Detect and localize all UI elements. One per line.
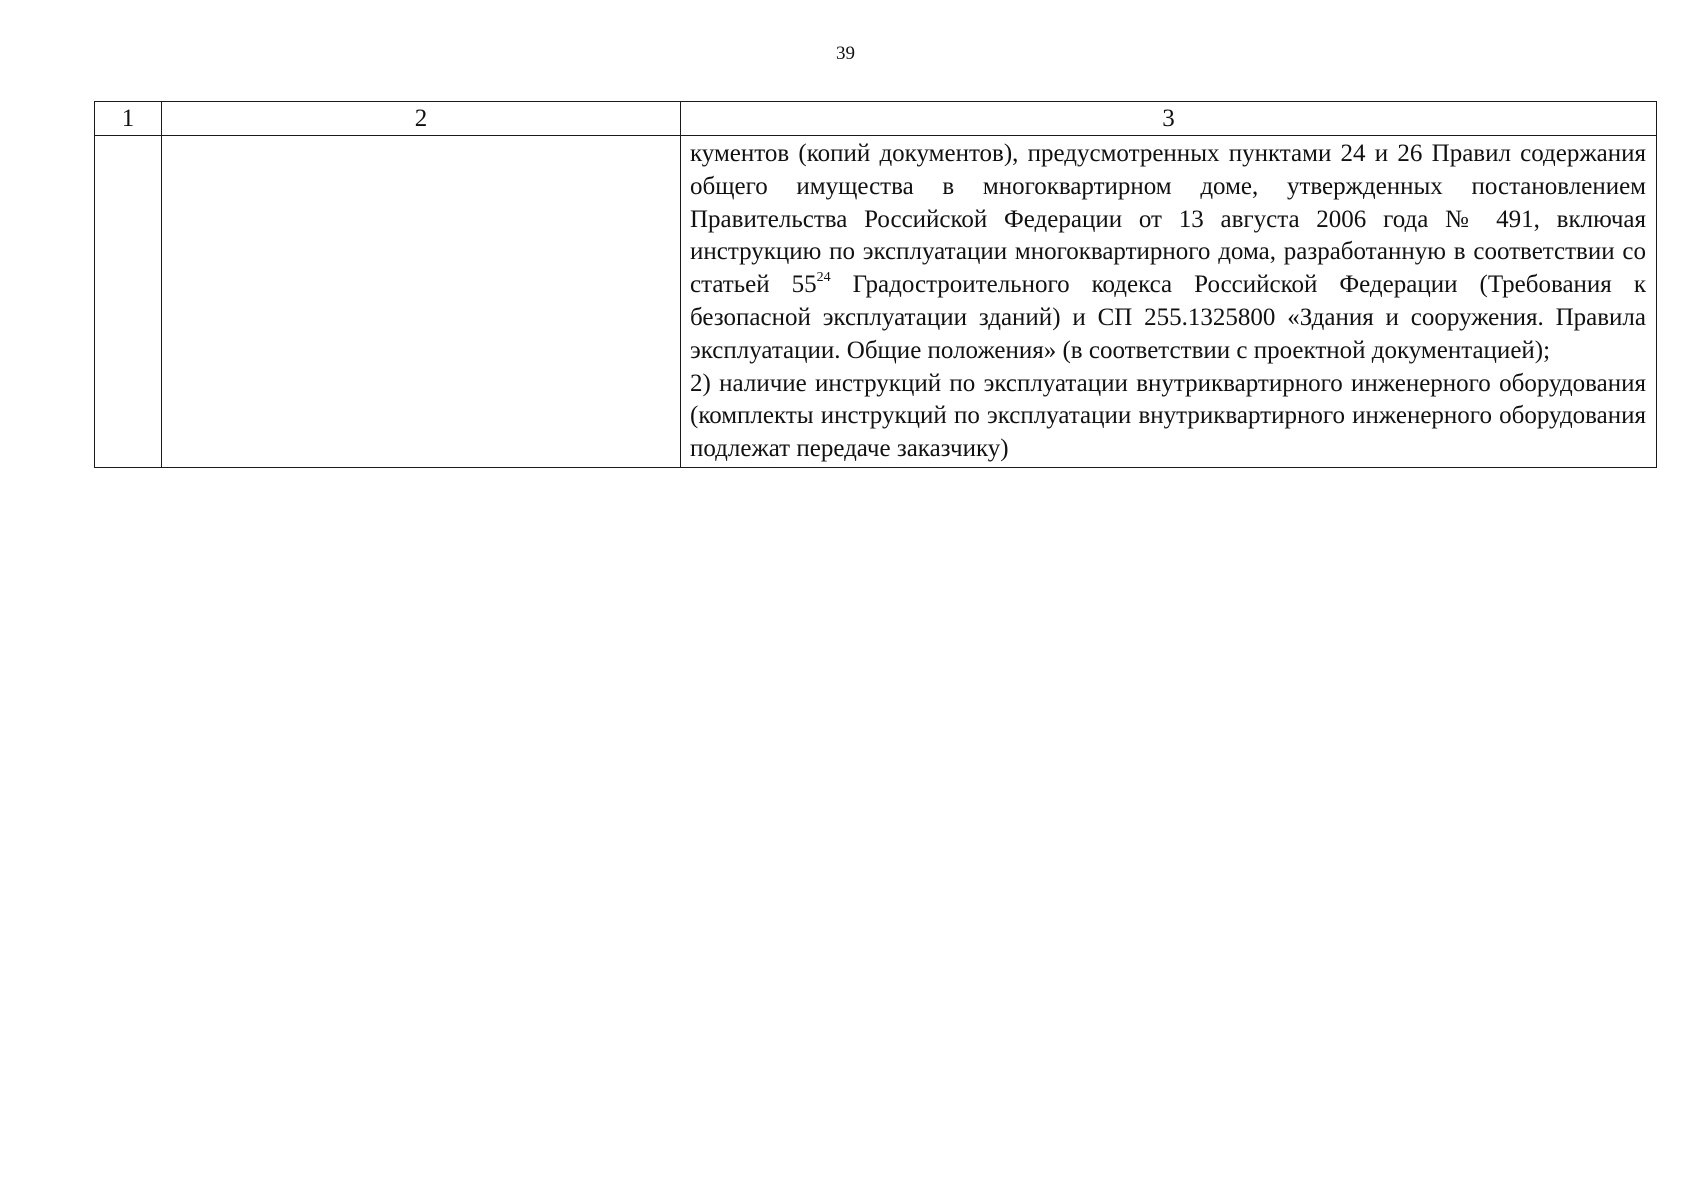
header-cell-3: 3	[681, 102, 1657, 136]
header-cell-2: 2	[162, 102, 681, 136]
table-row	[95, 136, 1657, 468]
paragraph-1-text-end: Градостроительного кодекса Российской Федерации (Требования к безопасной эксплуатации зданий) и СП 255.1325800 «Здания и сооружения. Правила эксплуатации. Общие положения» (в соответствии с проектной документацией);	[690, 271, 1646, 364]
header-cell-1: 1	[95, 102, 162, 136]
paragraph-1-text-start: кументов (копий документов), предусмотренных пунктами 24 и 26 Правил содержания общего имущества в многоквартирном доме, утвержденных постановлением Правительства Российской Федерации от 13 августа 2006 года № 491, включая инструкцию по эксплуатации многоквартирного дома, разработанную в соответствии со статьей 55	[690, 140, 1646, 299]
table-header-row	[95, 102, 1657, 136]
article-superscript: 24	[816, 269, 831, 285]
requirement-paragraph-2: 2) наличие инструкций по эксплуатации внутриквартирного инженерного оборудования (комплекты инструкций по эксплуатации внутриквартирного инженерного оборудования подлежат передаче заказчику)	[690, 369, 1646, 463]
requirements-table	[94, 101, 1657, 468]
row-cell-3	[681, 136, 1657, 468]
requirement-paragraph-1	[690, 138, 1646, 368]
row-cell-1	[95, 136, 162, 468]
row-cell-2	[162, 136, 681, 468]
page-number: 39	[836, 43, 855, 64]
